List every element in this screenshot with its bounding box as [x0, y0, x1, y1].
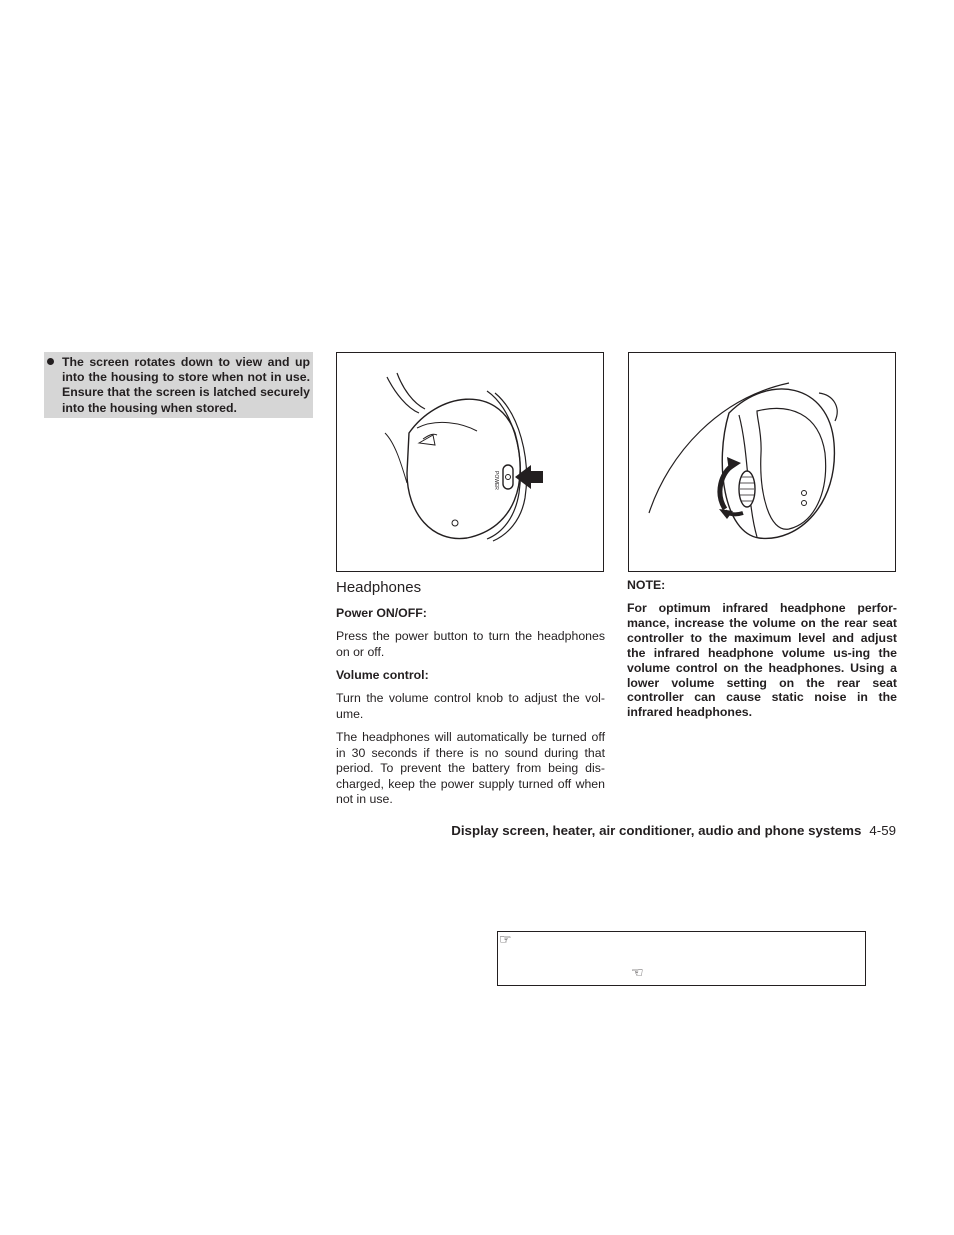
note-heading: NOTE: [627, 578, 666, 592]
power-button-figure [336, 352, 604, 572]
page-footer [451, 822, 896, 839]
bullet-text: The screen rotates down to view and up into the housing to store when not in use. Ensure that the screen is latched securely into the housing when stored. [62, 355, 310, 415]
power-heading: Power ON/OFF: [336, 606, 427, 620]
power-label: POWER [493, 471, 499, 490]
auto-off-description: The headphones will automatically be turned off in 30 seconds if there is no sound during that period. To prevent the battery from being dis-charged, keep the power supply turned off when not in use. [336, 730, 605, 806]
chapter-title: Display screen, heater, air conditioner, audio and phone systems [451, 823, 862, 838]
notice-box [497, 931, 866, 986]
bullet-dot-icon [47, 358, 54, 365]
volume-heading: Volume control: [336, 668, 429, 682]
pointing-hand-icon: ☞ [499, 931, 512, 947]
page-number: 4-59 [869, 823, 896, 838]
power-description: Press the power button to turn the headphones on or off. [336, 629, 605, 659]
headphone-power-illustration [337, 353, 603, 571]
pointing-hand-icon: ☜ [631, 964, 644, 980]
headphone-volume-illustration [629, 353, 895, 571]
volume-knob-figure [628, 352, 896, 572]
note-text: For optimum infrared headphone perfor-mance, increase the volume on the rear seat controller to the maximum level and adjust the infrared headphone volume us-ing the volume control on the headphones. Using a lower volume setting on the rear seat controller can cause static noise in the infrared headphones. [627, 601, 897, 720]
volume-description: Turn the volume control knob to adjust the vol-ume. [336, 691, 605, 721]
section-title-headphones: Headphones [336, 579, 422, 596]
